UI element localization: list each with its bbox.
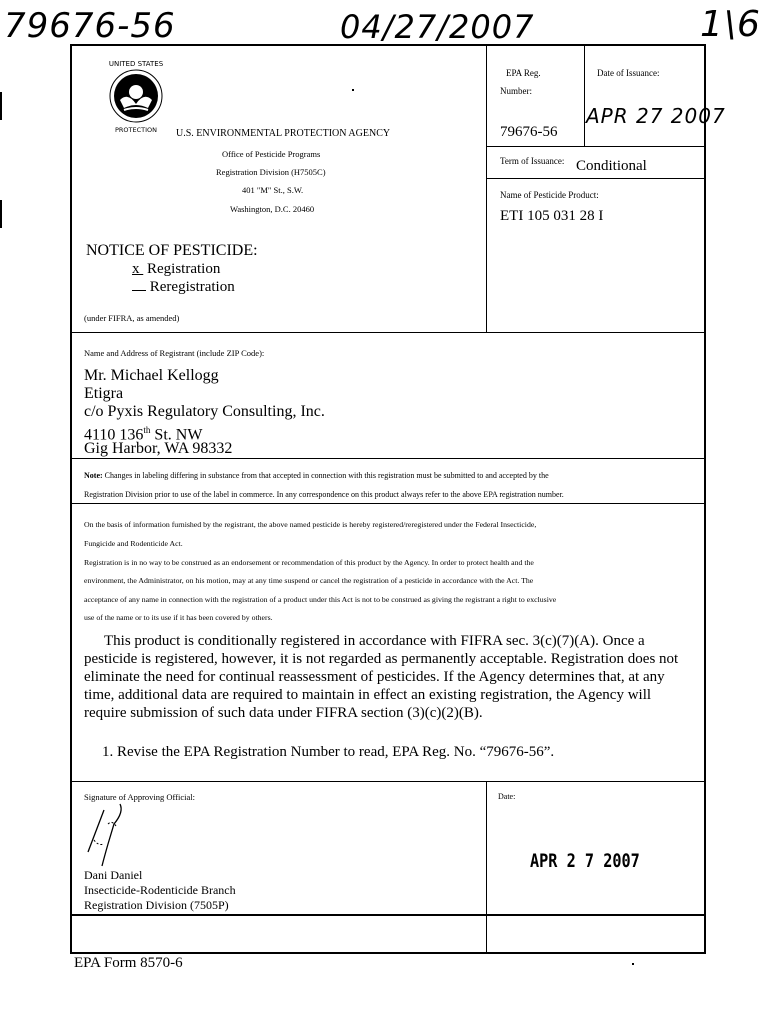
note-line-1	[84, 471, 549, 480]
approval-date-stamp: APR 2 7 2007	[530, 850, 640, 872]
scan-mark	[0, 200, 2, 228]
registration-label: Registration	[147, 261, 221, 277]
basis-line: environment, the Administrator, on his motion, may at any time suspend or cancel the registration of a pesticide in accordance with the Act. The	[84, 576, 534, 585]
epa-seal-icon	[96, 56, 176, 136]
epa-reg-label: EPA Reg.	[506, 68, 541, 78]
agency-name: U.S. ENVIRONMENTAL PROTECTION AGENCY	[176, 128, 391, 139]
basis-line: Fungicide and Rodenticide Act.	[84, 539, 183, 548]
note-label: Note:	[84, 471, 103, 480]
product-name-value: ETI 105 031 28 I	[500, 208, 604, 224]
date-label: Date:	[498, 792, 516, 801]
registrant-name: Mr. Michael Kellogg	[84, 367, 219, 384]
division-name: Registration Division (H7505C)	[216, 167, 326, 177]
registration-checkmark: x	[132, 261, 140, 277]
handwritten-issuance-date: APR 27 2007	[586, 104, 726, 128]
registrant-company: Etigra	[84, 385, 124, 402]
registrant-care-of: c/o Pyxis Regulatory Consulting, Inc.	[84, 403, 325, 420]
reg-number-value: 79676-56	[500, 124, 558, 140]
scan-mark	[0, 92, 2, 120]
handwritten-date: 04/27/2007	[340, 8, 535, 46]
registrant-city: Gig Harbor, WA 98332	[84, 440, 233, 457]
basis-line: acceptance of any name in connection with the registration of a product under this Act is not to be construed as giving the registrant a right to exclusive	[84, 595, 557, 604]
main-paragraph-line: pesticide is registered, however, it is not regarded as permanently acceptable. Registration does not	[84, 651, 679, 667]
registration-form	[70, 44, 706, 954]
svg-text:PROTECTION: PROTECTION	[114, 126, 158, 134]
reregistration-label: Reregistration	[149, 279, 235, 295]
main-paragraph-line: This product is conditionally registered in accordance with FIFRA sec. 3(c)(7)(A). Once a	[104, 633, 645, 649]
svg-text:UNITED STATES: UNITED STATES	[108, 60, 164, 68]
handwritten-page-mark: 1\6	[700, 4, 761, 45]
basis-line: Registration is in no way to be construed as an endorsement or recommendation of this product by the Agency. In order to protect health and the	[84, 558, 534, 567]
street-name: St. NW	[150, 426, 203, 444]
street-suffix: th	[143, 425, 151, 435]
number-label: Number:	[500, 86, 532, 96]
note-line-2: Registration Division prior to use of the label in commerce. In any correspondence on this product always refer to the above EPA registration number.	[84, 490, 564, 499]
product-name-label: Name of Pesticide Product:	[500, 190, 599, 200]
signer-branch: Insecticide-Rodenticide Branch	[84, 883, 236, 897]
office-name: Office of Pesticide Programs	[222, 149, 321, 159]
term-label: Term of Issuance:	[500, 156, 565, 166]
signature-label: Signature of Approving Official:	[84, 792, 196, 802]
main-paragraph-line: require submission of such data under FIFRA section (3)(c)(2)(B).	[84, 705, 483, 721]
basis-line: use of the name or to its use if it has been covered by others.	[84, 613, 273, 622]
signer-name: Dani Daniel	[84, 868, 143, 882]
handwritten-reg-number: 79676-56	[4, 6, 176, 46]
registrant-label: Name and Address of Registrant (include ZIP Code):	[84, 348, 265, 358]
term-value: Conditional	[576, 158, 647, 174]
handwritten-signature	[74, 800, 144, 870]
signer-division: Registration Division (7505P)	[84, 898, 229, 912]
main-paragraph-line: eliminate the need for continual reassessment of pesticides. If the Agency determines that, at any	[84, 669, 665, 685]
city-address: Washington, D.C. 20460	[230, 204, 315, 214]
notice-title: NOTICE OF PESTICIDE:	[86, 242, 258, 259]
main-paragraph-line: time, additional data are required to maintain in effect an existing registration, the Agency will	[84, 687, 652, 703]
basis-line: On the basis of information furnished by the registrant, the above named pesticide is hereby registered/reregistered under the Federal Insecticide,	[84, 520, 537, 529]
street-number: 4110 136	[84, 426, 144, 444]
registration-option	[132, 261, 220, 278]
condition-item-1: 1. Revise the EPA Registration Number to read, EPA Reg. No. “79676-56”.	[102, 744, 555, 760]
reregistration-option	[132, 279, 235, 296]
fifra-footnote: (under FIFRA, as amended)	[84, 313, 180, 323]
street-address: 401 "M" St., S.W.	[242, 185, 304, 195]
note-text-1: Changes in labeling differing in substance from that accepted in connection with this registration must be submitted to and accepted by the	[102, 471, 549, 480]
form-number: EPA Form 8570-6	[74, 955, 183, 971]
date-of-issuance-label: Date of Issuance:	[597, 68, 660, 78]
